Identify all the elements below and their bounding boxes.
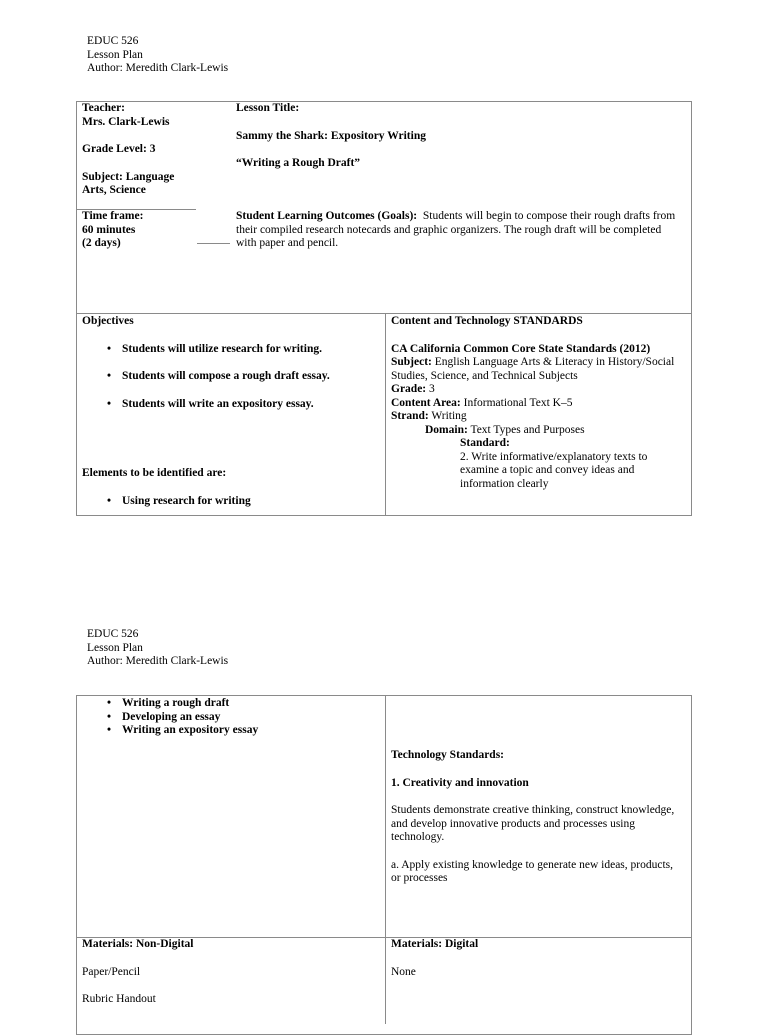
grade-level: Grade Level: 3	[82, 143, 156, 155]
apply-line1: a. Apply existing knowledge to generate new ideas, products,	[391, 858, 673, 871]
objective-item: • Students will compose a rough draft essay.	[98, 370, 380, 384]
subject2-line2: Studies, Science, and Technical Subjects	[391, 369, 578, 382]
teacher-name: Mrs. Clark-Lewis	[82, 115, 170, 128]
grade2-label: Grade:	[391, 383, 427, 395]
subject-label: Subject: Language	[82, 170, 175, 183]
element-item: • Writing a rough draft	[98, 697, 378, 711]
element-item: • Using research for writing	[98, 495, 378, 509]
teacher-cell	[82, 102, 222, 198]
outcomes-label: Student Learning Outcomes (Goals):	[236, 210, 418, 222]
time-frame-duration: 60 minutes	[82, 223, 136, 236]
author: Author: Meredith Clark-Lewis	[87, 62, 229, 74]
objectives-label: Objectives	[82, 315, 134, 327]
lesson-title-cell	[236, 102, 676, 171]
apply-line2: or processes	[391, 872, 448, 884]
material-item: Rubric Handout	[82, 993, 156, 1005]
tech-standards-label: Technology Standards:	[391, 749, 505, 761]
material-item: None	[391, 965, 416, 978]
doc-type: Lesson Plan	[87, 641, 143, 654]
ca-standards: CA California Common Core State Standards (2012)	[391, 342, 651, 355]
outcomes-cell	[236, 210, 688, 251]
subject-cont: Arts, Science	[82, 184, 146, 196]
teacher-label: Teacher:	[82, 102, 126, 114]
content-area-value: Informational Text K–5	[463, 396, 573, 409]
standards-cell	[391, 315, 689, 491]
standard-label: Standard:	[460, 437, 510, 449]
page1-header	[87, 35, 228, 76]
grade2-value: 3	[429, 383, 435, 395]
outcomes-line2: their compiled research notecards and graphic organizers. The rough draft will be completed	[236, 223, 662, 236]
standard-line3: information clearly	[460, 477, 549, 490]
lesson-title-label: Lesson Title:	[236, 102, 300, 114]
material-item: Paper/Pencil	[82, 965, 141, 978]
standard-line1: 2. Write informative/explanatory texts to	[460, 450, 648, 463]
outcomes-line1: Students will begin to compose their rough drafts from	[422, 210, 676, 222]
creativity-label: 1. Creativity and innovation	[391, 776, 529, 789]
objectives-cell	[82, 315, 380, 411]
subject2-line1: English Language Arts & Literacy in History/Social	[434, 356, 675, 368]
table-divider	[76, 313, 692, 314]
materials-digital-label: Materials: Digital	[391, 938, 479, 950]
time-frame-label: Time frame:	[82, 210, 144, 222]
objective-item: • Students will write an expository essay.	[98, 398, 380, 412]
lesson-title: Sammy the Shark: Expository Writing	[236, 129, 426, 142]
strand-label: Strand:	[391, 410, 429, 422]
elements-list-continued	[98, 697, 378, 738]
element-item: • Developing an essay	[98, 711, 378, 725]
time-frame-cell	[82, 210, 222, 251]
elements-list	[98, 495, 378, 509]
page2-header	[87, 628, 228, 669]
creativity-line2: and develop innovative products and processes using	[391, 817, 635, 830]
materials-nondigital-cell	[82, 938, 380, 1007]
elements-label: Elements to be identified are:	[82, 467, 227, 479]
domain-value: Text Types and Purposes	[470, 423, 585, 436]
materials-digital-cell	[391, 938, 689, 979]
lesson-subtitle: “Writing a Rough Draft”	[236, 157, 361, 169]
course-code: EDUC 526	[87, 35, 139, 47]
course-code: EDUC 526	[87, 628, 139, 640]
author: Author: Meredith Clark-Lewis	[87, 655, 229, 667]
table-divider	[385, 695, 386, 1024]
materials-nondigital-label: Materials: Non-Digital	[82, 938, 194, 950]
content-area-label: Content Area:	[391, 396, 461, 409]
standards-label: Content and Technology STANDARDS	[391, 315, 583, 327]
doc-type: Lesson Plan	[87, 48, 143, 61]
domain-label: Domain:	[425, 423, 468, 436]
table-divider	[385, 313, 386, 516]
subject2-label: Subject:	[391, 356, 432, 368]
objective-item: • Students will utilize research for writing.	[98, 343, 380, 357]
objectives-list	[98, 343, 380, 412]
tech-standards-cell	[391, 749, 689, 886]
outcomes-line3: with paper and pencil.	[236, 237, 339, 249]
standard-line2: examine a topic and convey ideas and	[460, 464, 635, 476]
creativity-line1: Students demonstrate creative thinking, construct knowledge,	[391, 804, 675, 816]
time-frame-days: (2 days)	[82, 237, 121, 249]
creativity-line3: technology.	[391, 831, 445, 843]
element-item: • Writing an expository essay	[98, 724, 378, 738]
strand-value: Writing	[431, 410, 467, 422]
